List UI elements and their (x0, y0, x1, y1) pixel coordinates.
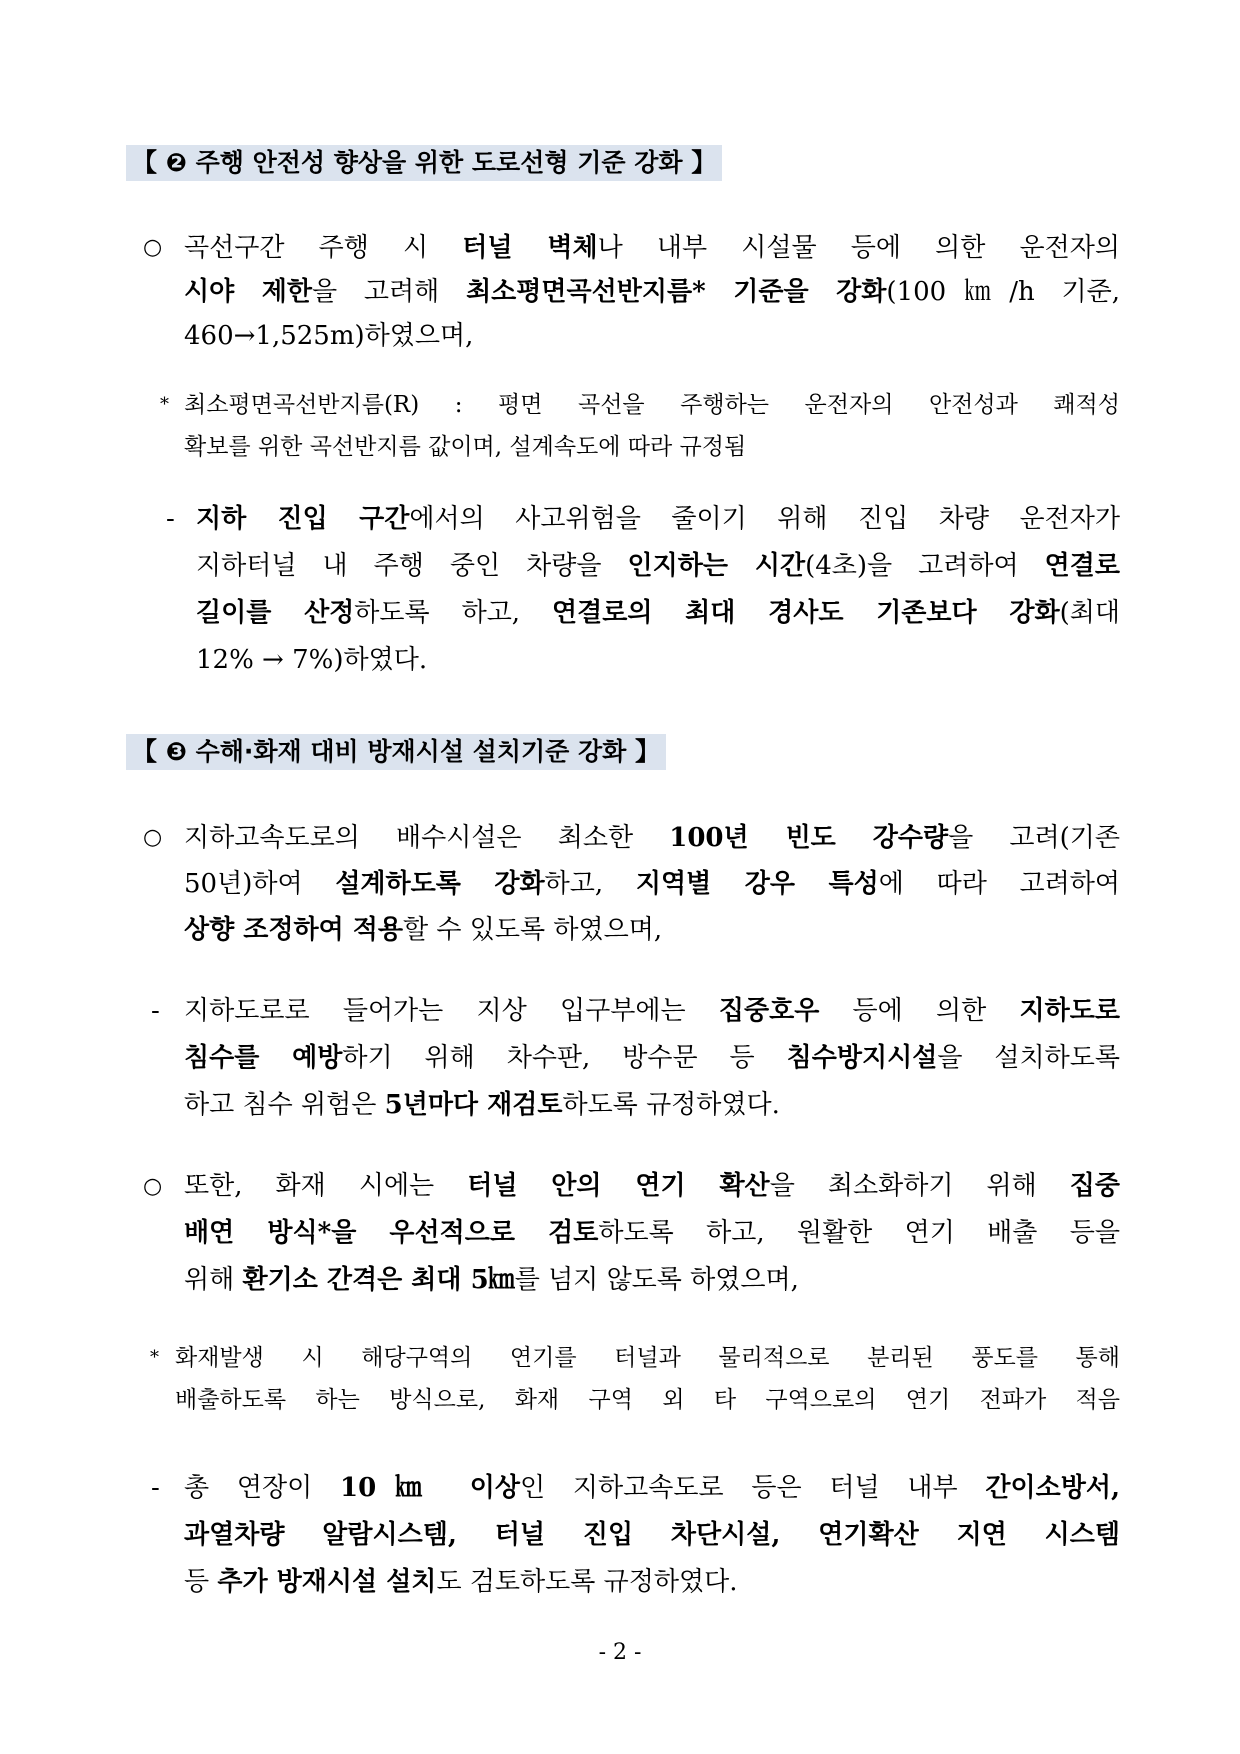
paragraph-line (184, 1163, 1120, 1210)
emphasis-text: 연결로 (1044, 551, 1120, 581)
plain-text: (100㎞/h 기준, (886, 277, 1120, 307)
page-number: - 2 - (598, 1640, 642, 1665)
plain-text: 총 연장이 (184, 1473, 341, 1503)
plain-text: (최대 (1059, 598, 1120, 628)
circle-bullet: ○ (143, 825, 163, 850)
paragraph-line (184, 1210, 1120, 1257)
dash-bullet: - (166, 504, 175, 534)
section-heading-road-alignment: 【 ❷ 주행 안전성 향상을 위한 도로선형 기준 강화 】 (126, 145, 722, 181)
paragraph-line (184, 1559, 1120, 1606)
plain-text: 460→1,525m)하였으며, (184, 321, 474, 351)
paragraph-line (184, 1035, 1120, 1082)
paragraph-line (196, 496, 1120, 543)
paragraph-line (184, 314, 1120, 358)
paragraph-curve-radius (184, 226, 1120, 358)
emphasis-text: 간이소방서, (985, 1473, 1120, 1503)
plain-text: 지하도로로 들어가는 지상 입구부에는 (184, 996, 719, 1026)
paragraph-underground-entry (196, 496, 1120, 684)
paragraph-fire-smoke (184, 1163, 1120, 1304)
paragraph-line (184, 815, 1120, 861)
plain-text: 하도록 하고, 원활한 연기 배출 등을 (598, 1218, 1120, 1248)
plain-text: 도 검토하도록 규정하였다. (436, 1567, 738, 1597)
emphasis-text: 과열차량 알람시스템, 터널 진입 차단시설, 연기확산 지연 시스템 (184, 1520, 1120, 1550)
paragraph-line (184, 426, 1120, 468)
emphasis-text: 지하 진입 구간 (196, 504, 410, 534)
plain-text: 인 지하고속도로 등은 터널 내부 (520, 1473, 986, 1503)
note-asterisk: * (150, 1347, 159, 1368)
plain-text: 에서의 사고위험을 줄이기 위해 진입 차량 운전자가 (409, 504, 1120, 534)
paragraph-line (184, 988, 1120, 1035)
plain-text: 곡선구간 주행 시 (184, 233, 463, 263)
emphasis-text: 집중 (1069, 1171, 1120, 1201)
plain-text: 에 따라 고려하여 (878, 869, 1120, 899)
plain-text: 또한, 화재 시에는 (184, 1171, 468, 1201)
dash-bullet: - (151, 996, 160, 1026)
emphasis-text: 지역별 강우 특성 (635, 869, 879, 899)
emphasis-text: 지하도로 (1019, 996, 1120, 1026)
plain-text: (4초)을 고려하여 (805, 551, 1045, 581)
plain-text: 지하터널 내 주행 중인 차량을 (196, 551, 628, 581)
emphasis-text: 100년 빈도 강수량 (669, 823, 949, 853)
circle-bullet: ○ (143, 235, 163, 260)
plain-text: 12% → 7%)하였다. (196, 645, 428, 675)
plain-text: 를 넘지 않도록 하였으며, (514, 1265, 799, 1295)
emphasis-text: 집중호우 (718, 996, 820, 1026)
emphasis-text: 배연 방식*을 우선적으로 검토 (184, 1218, 599, 1248)
footnote-smoke-exhaust (175, 1337, 1120, 1421)
emphasis-text: 10㎞ 이상 (340, 1473, 520, 1503)
paragraph-line (196, 637, 1120, 684)
emphasis-text: 인지하는 시간 (627, 551, 806, 581)
plain-text: 위해 (184, 1265, 243, 1295)
emphasis-text: 추가 방재시설 설치 (217, 1567, 437, 1597)
plain-text: 을 설치하도록 (937, 1043, 1120, 1073)
paragraph-line (184, 1257, 1120, 1304)
emphasis-text: 연결로의 최대 경사도 기존보다 강화 (552, 598, 1060, 628)
plain-text: 을 최소화하기 위해 (769, 1171, 1070, 1201)
emphasis-text: 침수를 예방 (184, 1043, 343, 1073)
plain-text: 나 내부 시설물 등에 의한 운전자의 (597, 233, 1120, 263)
paragraph-flood-prevention (184, 988, 1120, 1129)
plain-text: 하도록 하고, (354, 598, 552, 628)
paragraph-line (184, 270, 1120, 314)
paragraph-line (196, 543, 1120, 590)
plain-text: 을 고려해 (312, 277, 467, 307)
emphasis-text: 상향 조정하여 적용 (184, 915, 404, 945)
paragraph-line (184, 384, 1120, 426)
paragraph-line (184, 226, 1120, 270)
paragraph-drainage (184, 815, 1120, 953)
paragraph-line (175, 1337, 1120, 1379)
emphasis-text: 5년마다 재검토 (384, 1090, 563, 1120)
plain-text: 하기 위해 차수판, 방수문 등 (342, 1043, 787, 1073)
paragraph-line (184, 1512, 1120, 1559)
paragraph-line (175, 1379, 1120, 1421)
plain-text: 확보를 위한 곡선반지름 값이며, 설계속도에 따라 규정됨 (184, 434, 747, 460)
paragraph-additional-facilities (184, 1465, 1120, 1606)
paragraph-line (184, 861, 1120, 907)
emphasis-text: 길이를 산정 (196, 598, 355, 628)
paragraph-line (184, 907, 1120, 953)
note-asterisk: * (160, 394, 169, 415)
emphasis-text: 최소평면곡선반지름* 기준을 강화 (466, 277, 887, 307)
plain-text: 화재발생 시 해당구역의 연기를 터널과 물리적으로 분리된 풍도를 통해 (175, 1345, 1120, 1371)
plain-text: 하고, (544, 869, 636, 899)
plain-text: 배출하도록 하는 방식으로, 화재 구역 외 타 구역으로의 연기 전파가 적음 (175, 1387, 1120, 1413)
circle-bullet: ○ (143, 1174, 163, 1199)
plain-text: 등 (184, 1567, 218, 1597)
emphasis-text: 침수방지시설 (786, 1043, 938, 1073)
emphasis-text: 설계하도록 강화 (335, 869, 545, 899)
plain-text: 최소평면곡선반지름(R) : 평면 곡선을 주행하는 운전자의 안전성과 쾌적성 (184, 392, 1120, 418)
paragraph-line (184, 1465, 1120, 1512)
plain-text: 을 고려(기존 (948, 823, 1120, 853)
plain-text: 할 수 있도록 하였으며, (403, 915, 663, 945)
emphasis-text: 터널 벽체 (462, 233, 598, 263)
emphasis-text: 환기소 간격은 최대 5㎞ (242, 1265, 515, 1295)
emphasis-text: 시야 제한 (184, 277, 313, 307)
footnote-curve-radius (184, 384, 1120, 468)
section-heading-disaster-prevention: 【 ❸ 수해·화재 대비 방재시설 설치기준 강화 】 (126, 734, 666, 770)
plain-text: 하도록 규정하였다. (562, 1090, 780, 1120)
plain-text: 지하고속도로의 배수시설은 최소한 (184, 823, 670, 853)
plain-text: 등에 의한 (819, 996, 1020, 1026)
emphasis-text: 터널 안의 연기 확산 (467, 1171, 770, 1201)
dash-bullet: - (151, 1473, 160, 1503)
plain-text: 하고 침수 위험은 (184, 1090, 385, 1120)
plain-text: 50년)하여 (184, 869, 336, 899)
paragraph-line (184, 1082, 1120, 1129)
paragraph-line (196, 590, 1120, 637)
